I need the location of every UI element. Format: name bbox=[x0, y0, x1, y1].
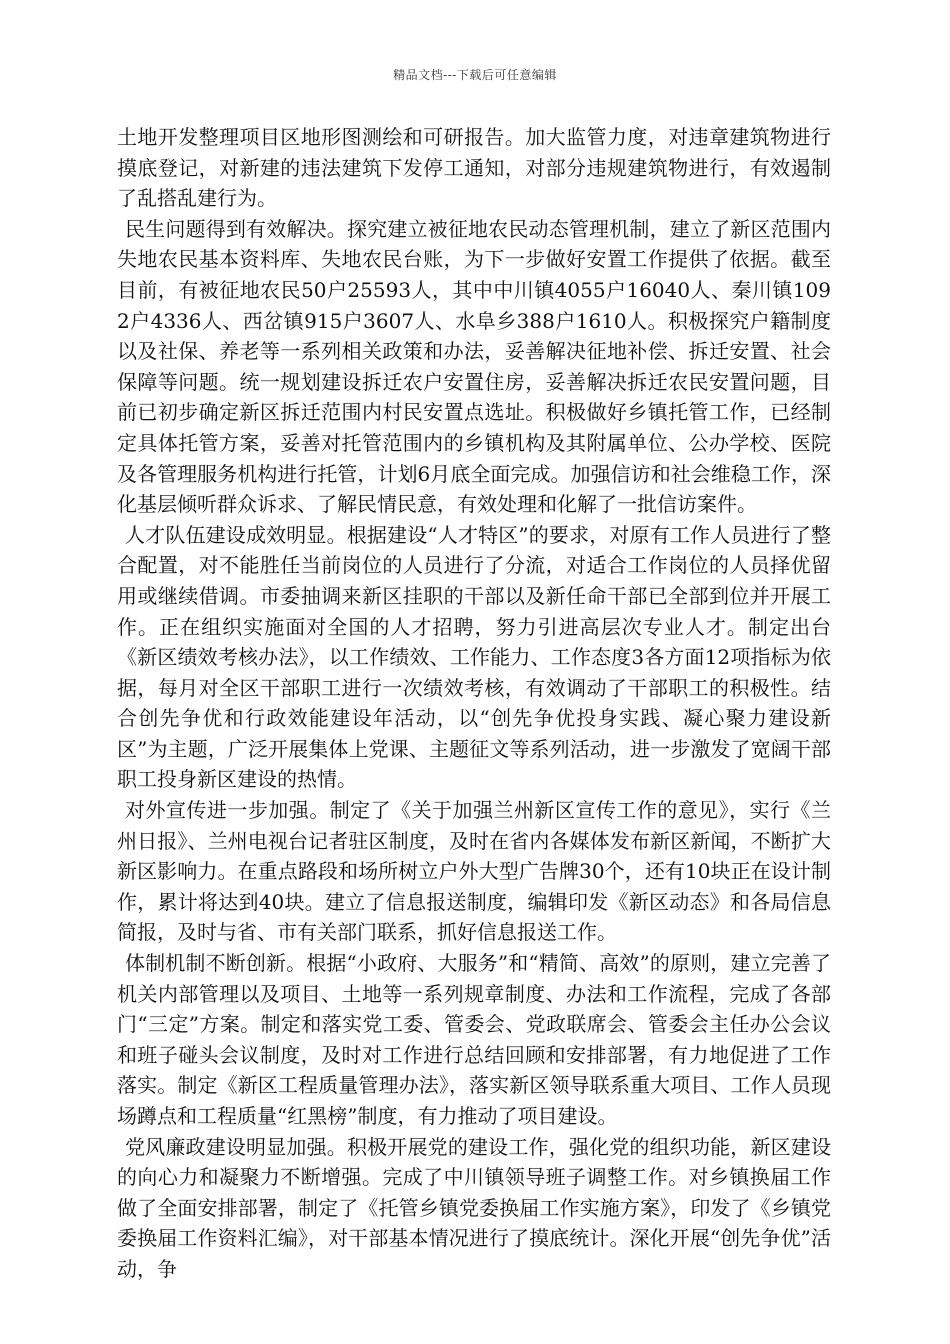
page-header: 精品文档---下载后可任意编辑 bbox=[393, 68, 557, 82]
paragraph-talent-team: 人才队伍建设成效明显。根据建设“人才特区”的要求，对原有工作人员进行了整合配置，对不能胜任当前岗位的人员进行了分流，对适合工作岗位的人员择优留用或继续借调。市委抽调来新区挂职的干部以及新任命干部已全部到位并开展工作。正在组织实施面对全国的人才招聘，努力引进高层次专业人才。制定出台《新区绩效考核办法》，以工作绩效、工作能力、工作态度3各方面12项指标为依据，每月对全区干部职工进行一次绩效考核，有效调动了干部职工的积极性。结合创先争优和行政效能建设年活动，以“创先争优投身实践、凝心聚力建设新区”为主题，广泛开展集体上党课、主题征文等系列活动，进一步激发了宽阔干部职工投身新区建设的热情。 bbox=[117, 522, 831, 792]
paragraph-party-conduct: 党风廉政建设明显加强。积极开展党的建设工作，强化党的组织功能，新区建设的向心力和凝聚力不断增强。完成了中川镇领导班子调整工作。对乡镇换届工作做了全面安排部署，制定了《托管乡镇党委换届工作实施方案》，印发了《乡镇党委换届工作资料汇编》，对干部基本情况进行了摸底统计。深化开展“创先争优”活动，争 bbox=[117, 1134, 831, 1281]
document-body bbox=[117, 122, 831, 1285]
paragraph-institutional-innovation: 体制机制不断创新。根据“小政府、大服务”和“精简、高效”的原则，建立完善了机关内部管理以及项目、土地等一系列规章制度、办法和工作流程，完成了各部门“三定”方案。制定和落实党工委、管委会、党政联席会、管委会主任办公会议和班子碰头会议制度，及时对工作进行总结回顾和安排部署，有力地促进了工作落实。制定《新区工程质量管理办法》，落实新区领导联系重大项目、工作人员现场蹲点和工程质量“红黑榜”制度，有力推动了项目建设。 bbox=[117, 951, 831, 1128]
paragraph-publicity: 对外宣传进一步加强。制定了《关于加强兰州新区宣传工作的意见》，实行《兰州日报》、兰州电视台记者驻区制度，及时在省内各媒体发布新区新闻，不断扩大新区影响力。在重点路段和场所树立户外大型广告牌30个，还有10块正在设计制作，累计将达到40块。建立了信息报送制度，编辑印发《新区动态》和各局信息简报，及时与省、市有关部门联系，抓好信息报送工作。 bbox=[117, 798, 831, 945]
paragraph-livelihood: 民生问题得到有效解决。探究建立被征地农民动态管理机制，建立了新区范围内失地农民基本资料库、失地农民台账，为下一步做好安置工作提供了依据。截至目前，有被征地农民50户25593人，其中中川镇4055户16040人、秦川镇1092户4336人、西岔镇915户3607人、水阜乡388户1610人。积极探究户籍制度以及社保、养老等一系列相关政策和办法，妥善解决征地补偿、拆迁安置、社会保障等问题。统一规划建设拆迁农户安置住房，妥善解决拆迁农民安置问题，目前已初步确定新区拆迁范围内村民安置点选址。积极做好乡镇托管工作，已经制定具体托管方案，妥善对托管范围内的乡镇机构及其附属单位、公办学校、医院及各管理服务机构进行托管，计划6月底全面完成。加强信访和社会维稳工作，深化基层倾听群众诉求、了解民情民意，有效处理和化解了一批信访案件。 bbox=[117, 216, 831, 517]
paragraph-land-development: 土地开发整理项目区地形图测绘和可研报告。加大监管力度，对违章建筑物进行摸底登记，对新建的违法建筑下发停工通知，对部分违规建筑物进行，有效遏制了乱搭乱建行为。 bbox=[117, 125, 831, 211]
